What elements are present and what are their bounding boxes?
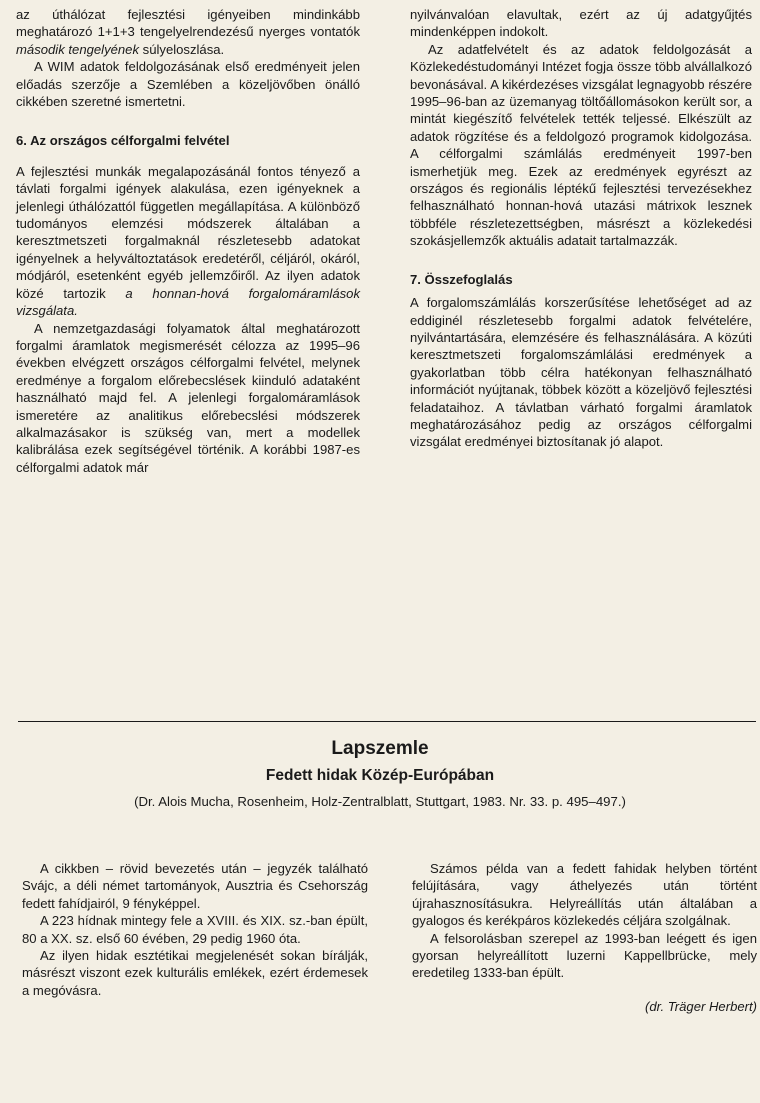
paragraph: nyilvánvalóan elavultak, ezért az új adatgyűjtés mindenképpen indokolt. — [410, 7, 752, 40]
article-left-column — [16, 6, 360, 476]
review-left-column — [22, 860, 368, 999]
section-heading-7: 7. Összefoglalás — [410, 271, 513, 287]
review-right-column — [412, 860, 757, 1015]
review-section-title: Lapszemle — [331, 738, 429, 759]
paragraph: Az adatfelvételt és az adatok feldolgozását a Közlekedéstudományi Intézet fogja össze több alvállalkozó bevonásával. A kikérdezéses vizsgálat legnagyobb részére 1995–96-ban az üzemanyag töltőállomásokon került sor, a mintát kiegészítő felvételek tették teljessé. Elkészült az adatok rögzítése és a feldolgozó programok kidolgozása. A célforgalmi számlálás eredményeit 1997-ben ismerhetjük meg. Ezek az eredmények egyrészt az országos és regionális léptékű fejlesztési tervezésekhez felhasználható honnan-hová utazási mátrixok lesznek többféle részletezettségben, másrészt a közlekedési szokásjellemzők aktuális adatait tartalmazzák. — [410, 41, 752, 249]
paragraph: A felsorolásban szerepel az 1993-ban leégett és igen gyorsan helyreállított luzerni Kappellbrücke, mely eredetileg 1333-ban épült. — [412, 930, 757, 981]
review-citation: (Dr. Alois Mucha, Rosenheim, Holz-Zentralblatt, Stuttgart, 1983. Nr. 33. p. 495–497.) — [134, 794, 626, 809]
paragraph: Számos példa van a fedett fahidak helyben történt felújítására, vagy áthelyezés után történt újrahasznosításukra. Helyreállítás után általában a gyalogos és kerékpáros közlekedés céljára szolgálnak. — [412, 861, 757, 929]
paragraph: A forgalomszámlálás korszerűsítése lehetőséget ad az eddiginél részletesebb forgalmi adatok felvételére, nyilvántartására, elemzésére és felhasználására. A közúti keresztmetszeti forgalomszámlálási eredmények a gyakorlatban több célra hatékonyan felhasználható információt nyújtanak, többek között a közeljövő fejlesztési feladataihoz. A távlatban várható forgalmi áramlatok meghatározásához pedig az országos célforgalmi vizsgálat eredményei biztosítanak jó alapot. — [410, 295, 752, 450]
section-heading-6: 6. Az országos célforgalmi felvétel — [16, 133, 230, 149]
paragraph: az úthálózat fejlesztési igényeiben mindinkább meghatározó 1+1+3 tengelyelrendezésű nyerges vontatók második tengelyének súlyeloszlása. — [16, 7, 360, 57]
reviewer-signature: (dr. Träger Herbert) — [644, 998, 757, 1014]
review-article-title: Fedett hidak Közép-Európában — [265, 767, 495, 784]
paragraph: A cikkben – rövid bevezetés után – jegyzék található Svájc, a déli német tartományok, Ausztria és Csehország fedett fahídjairól, 9 fényképpel. — [22, 861, 368, 911]
article-right-column — [410, 6, 752, 451]
paragraph: A fejlesztési munkák megalapozásánál fontos tényező a távlati forgalmi igények alakulása, ezen igényeknek a jelenlegi úthálózattól független megállapítása. A különböző tudományos elemzési módszerek általában a keresztmetszeti forgalmaknál részletesebb adatokat igényelnek a helyváltoztatások eredetéről, céljáról, okáról, módjáról, esetenként egyéb jellemzőiről. Az ilyen adatok közé tartozik a honnan-hová forgalomáramlások vizsgálata. — [16, 163, 360, 319]
paragraph: A 223 hídnak mintegy fele a XVIII. és XIX. sz.-ban épült, 80 a XX. sz. első 60 évében, 29 pedig 1960 óta. — [22, 913, 368, 946]
emphasis: második tengelyének — [16, 41, 140, 57]
emphasis: a honnan-hová forgalomáramlások vizsgálata. — [16, 285, 360, 319]
paragraph: Az ilyen hidak esztétikai megjelenését sokan bírálják, másrészt viszont ezek kulturális emlékek, ezért érdemesek a megóvásra. — [22, 948, 368, 998]
paragraph: A nemzetgazdasági folyamatok által meghatározott forgalmi áramlatok megismerését célozza az 1995–96 években elvégzett országos célforgalmi felvétel, melynek eredménye a forgalom előrebecslések kiinduló adataként használható majd fel. A jelenlegi forgalomáramlások ismeretére az analitikus előrebecslési módszerek alkalmazásakor is szükség van, mert a modellek kalibrálása ezek segítségével történik. A korábbi 1987-es célforgalmi adatok már — [16, 320, 360, 475]
paragraph: A WIM adatok feldolgozásának első eredményeit jelen előadás szerzője a Szemlében a közeljövőben önálló cikkében szeretné ismertetni. — [16, 59, 360, 110]
section-divider — [18, 721, 756, 722]
